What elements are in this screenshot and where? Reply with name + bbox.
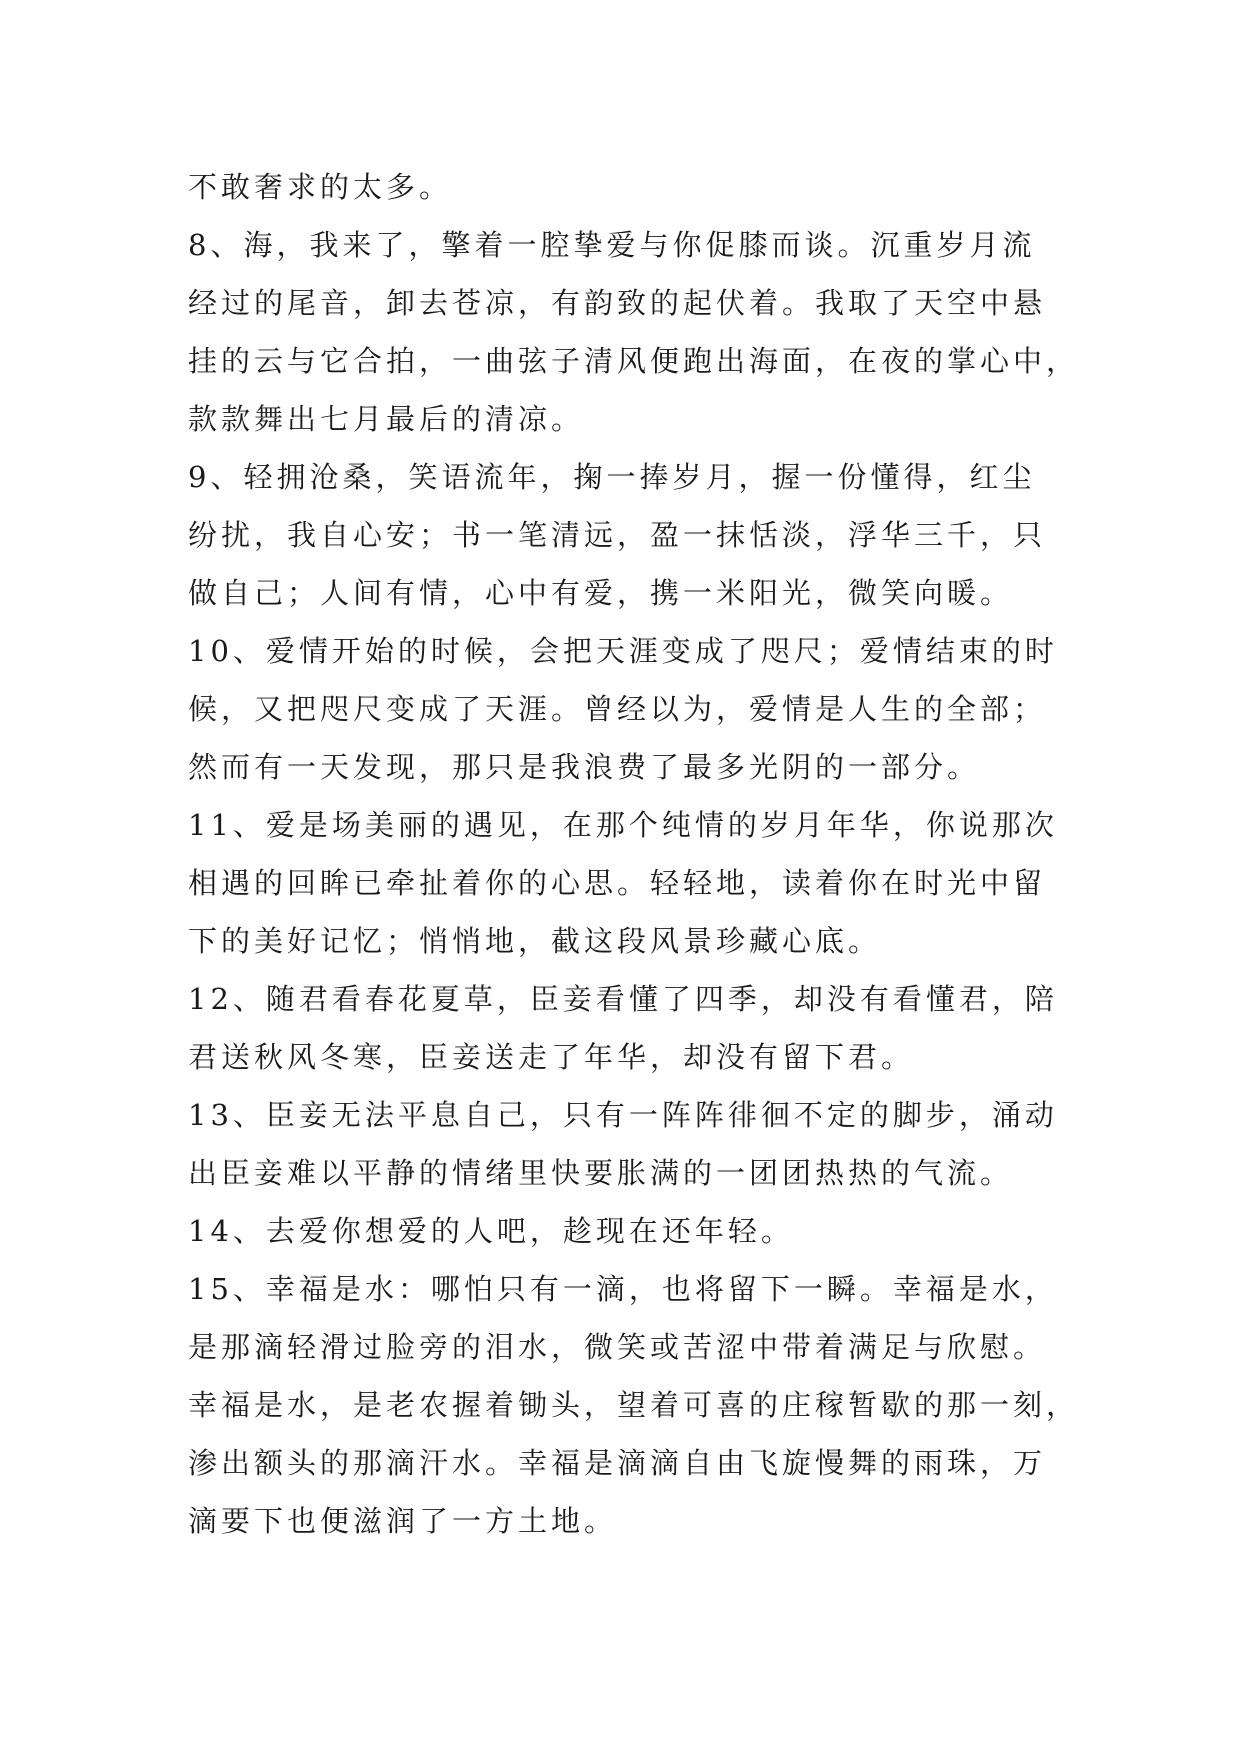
text-line: 款款舞出七月最后的清凉。 [188, 402, 585, 436]
text-line: 纷扰，我自心安；书一笔清远，盈一抹恬淡，浮华三千，只 [188, 518, 1047, 552]
text-line: 14、去爱你想爱的人吧，趁现在还年轻。 [188, 1214, 794, 1248]
document-body [188, 158, 1080, 1550]
text-line: 10、爱情开始的时候，会把天涯变成了咫尺；爱情结束的时 [188, 634, 1058, 668]
text-line: 9、轻拥沧桑，笑语流年，掬一捧岁月，握一份懂得，红尘 [188, 460, 1036, 494]
text-line: 13、臣妾无法平息自己，只有一阵阵徘徊不定的脚步，涌动 [188, 1098, 1058, 1132]
text-line: 挂的云与它合拍，一曲弦子清风便跑出海面，在夜的掌心中， [188, 344, 1080, 378]
text-line: 做自己；人间有情，心中有爱，携一米阳光，微笑向暖。 [188, 576, 1014, 610]
text-line: 12、随君看春花夏草，臣妾看懂了四季，却没有看懂君，陪 [188, 982, 1058, 1016]
text-line: 11、爱是场美丽的遇见，在那个纯情的岁月年华，你说那次 [188, 808, 1058, 842]
text-line: 幸福是水，是老农握着锄头，望着可喜的庄稼暂歇的那一刻， [188, 1388, 1080, 1422]
text-line: 相遇的回眸已牵扯着你的心思。轻轻地，读着你在时光中留 [188, 866, 1047, 900]
text-line: 然而有一天发现，那只是我浪费了最多光阴的一部分。 [188, 750, 981, 784]
text-line: 8、海，我来了，擎着一腔挚爱与你促膝而谈。沉重岁月流 [188, 228, 1036, 262]
text-line: 出臣妾难以平静的情绪里快要胀满的一团团热热的气流。 [188, 1156, 1014, 1190]
text-line: 渗出额头的那滴汗水。幸福是滴滴自由飞旋慢舞的雨珠，万 [188, 1446, 1047, 1480]
text-line: 下的美好记忆；悄悄地，截这段风景珍藏心底。 [188, 924, 882, 958]
text-line: 候，又把咫尺变成了天涯。曾经以为，爱情是人生的全部； [188, 692, 1047, 726]
text-line: 经过的尾音，卸去苍凉，有韵致的起伏着。我取了天空中悬 [188, 286, 1047, 320]
text-line: 君送秋风冬寒，臣妾送走了年华，却没有留下君。 [188, 1040, 915, 1074]
text-line: 15、幸福是水：哪怕只有一滴，也将留下一瞬。幸福是水， [188, 1272, 1058, 1306]
text-line: 不敢奢求的太多。 [188, 170, 453, 204]
text-line: 滴要下也便滋润了一方土地。 [188, 1504, 618, 1538]
text-line: 是那滴轻滑过脸旁的泪水，微笑或苦涩中带着满足与欣慰。 [188, 1330, 1047, 1364]
